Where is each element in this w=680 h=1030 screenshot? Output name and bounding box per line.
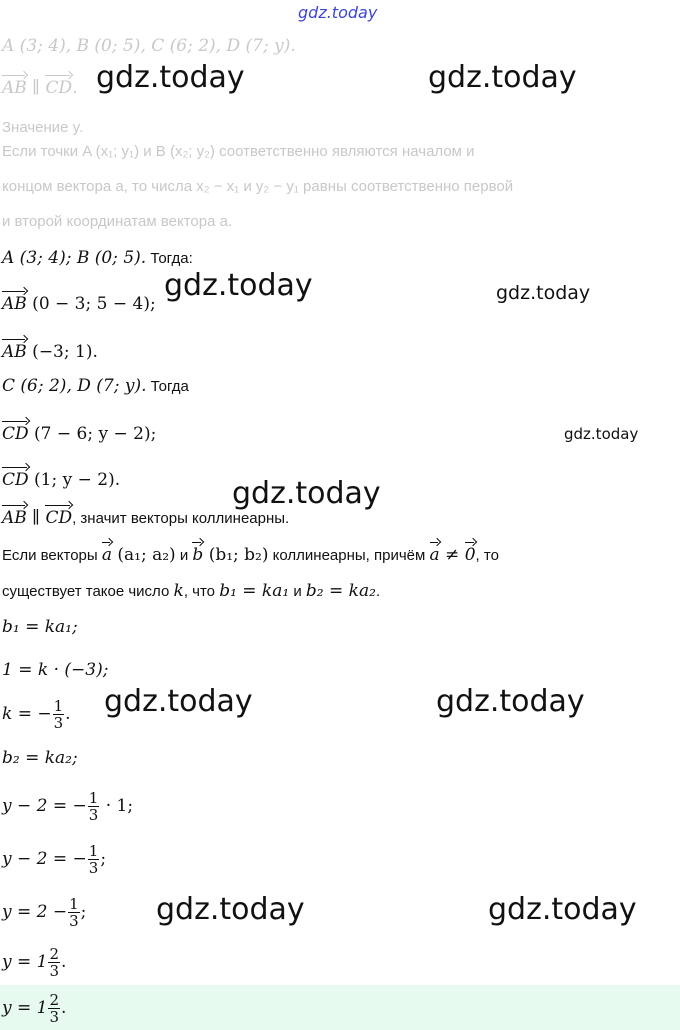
given-find: Значение y. [2,119,84,136]
eq-y-1: y − 2 = − $\frac{1}{3}$ · 1; [2,789,134,825]
watermark: gdz.today [436,684,585,719]
eq-y-4: y = 1 $\frac{2}{3}$ . [2,945,67,981]
eq-y-3: y = 2 − $\frac{1}{3}$ ; [2,895,87,931]
watermark: gdz.today [428,60,577,95]
rule-k: существует такое число k, что b₁ = ka₁ и b₂ = ka₂. [2,581,381,601]
step-points-ab: A (3; 4); B (0; 5). Тогда: [2,248,193,268]
step-cd-result: CD (1; y − 2). [2,470,121,490]
watermark: gdz.today [164,268,313,303]
rule-line-1: Если точки A (x₁; y₁) и B (x₂; y₂) соответственно являются началом и [2,143,475,160]
watermark: gdz.today [104,684,253,719]
step-points-cd: C (6; 2), D (7; y). Тогда [2,376,189,396]
eq-b2: b₂ = ka₂; [2,748,78,768]
given-points: A (3; 4), B (0; 5), C (6; 2), D (7; y). [2,36,296,56]
answer-highlight [0,985,680,1030]
watermark: gdz.today [564,425,639,443]
rule-line-2: концом вектора a, то числа x₂ − x₁ и y₂ − y₁ равны соответственно первой [2,178,514,195]
watermark-top: gdz.today [298,3,378,22]
watermark: gdz.today [156,892,305,927]
step-ab-result: AB (−3; 1). [2,342,98,362]
watermark: gdz.today [488,892,637,927]
rule-collinear: Если векторы a (a₁; a₂) и b (b₁; b₂) коллинеарны, причём a ≠ 0, то [2,545,499,565]
step-collinear: AB ∥ CD, значит векторы коллинеарны. [2,508,290,528]
eq-y-2: y − 2 = − $\frac{1}{3}$ ; [2,842,107,878]
watermark: gdz.today [232,476,381,511]
answer: y = 1 $\frac{2}{3}$ . [2,991,67,1027]
watermark: gdz.today [96,60,245,95]
step-ab-calc: AB (0 − 3; 5 − 4); [2,294,156,314]
eq-k-value: k = − $\frac{1}{3}$ . [2,697,71,733]
given-parallel: AB ∥ CD. [2,78,78,98]
eq-k-sub: 1 = k · (−3); [2,660,109,680]
watermark: gdz.today [496,282,591,304]
eq-b1: b₁ = ka₁; [2,617,78,637]
step-cd-calc: CD (7 − 6; y − 2); [2,424,157,444]
rule-line-3: и второй координатам вектора a. [2,213,233,230]
